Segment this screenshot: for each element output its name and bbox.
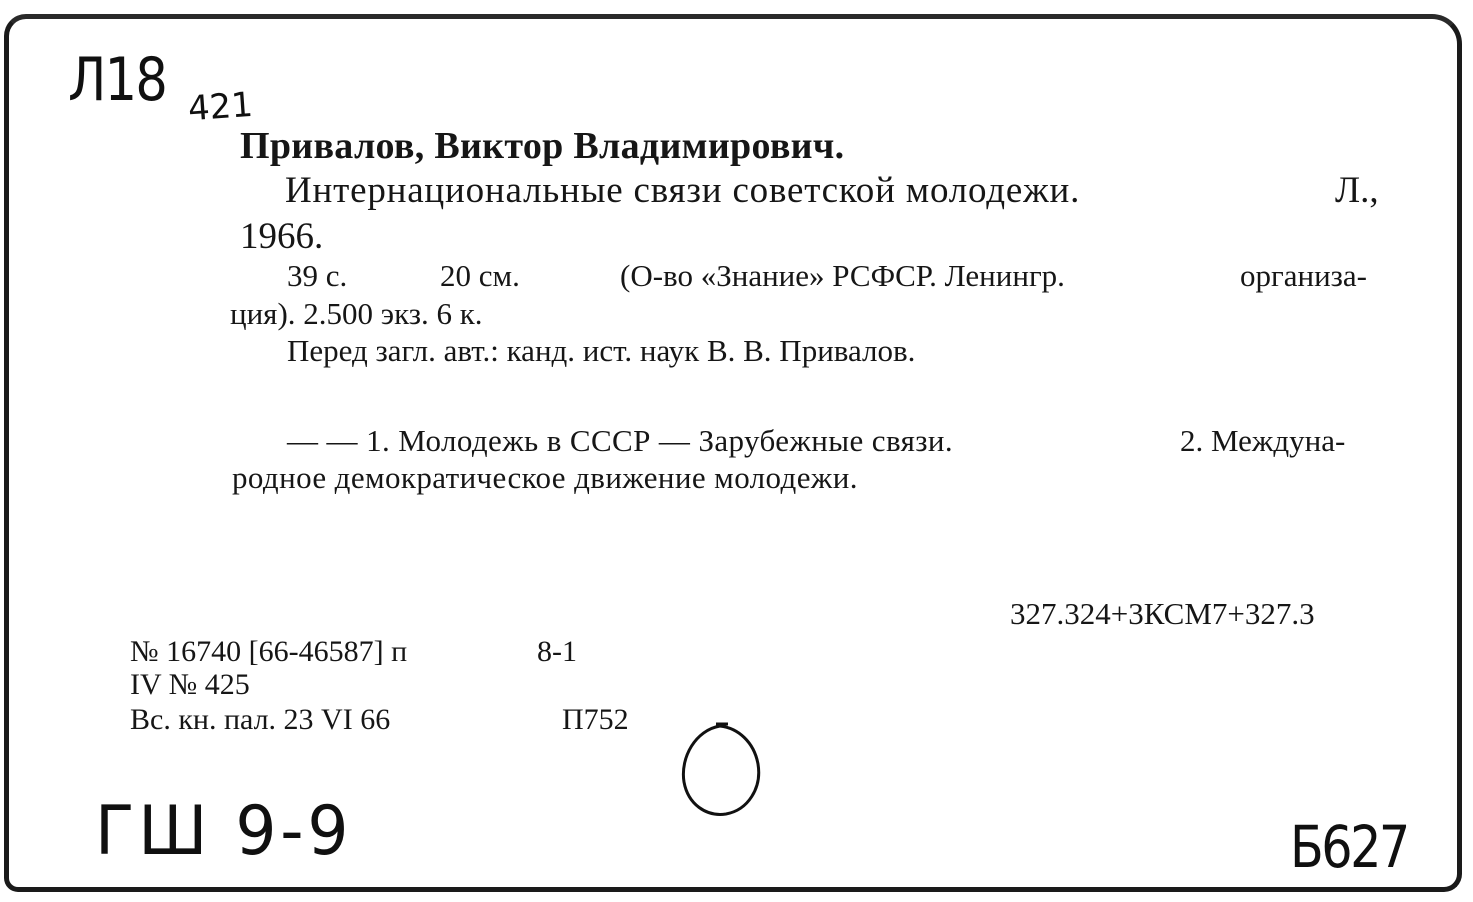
record-number: № 16740 [66-46587] п xyxy=(130,635,408,668)
record-chamber-date: Вс. кн. пал. 23 VI 66 xyxy=(130,703,391,736)
publication-year: 1966. xyxy=(240,216,324,257)
classification-index: 327.324+3КСМ7+327.3 xyxy=(1010,596,1315,631)
handwritten-bottom-right: Б627 xyxy=(1290,813,1408,881)
subject-headings-line2: родное демократическое движение молодежи. xyxy=(232,460,858,495)
subject-headings-line1-end: 2. Междуна- xyxy=(1180,423,1346,458)
handwritten-top-note: 421 xyxy=(186,84,255,130)
author-heading: Привалов, Виктор Владимирович. xyxy=(240,125,845,167)
subject-headings-line1: — — 1. Молодежь в СССР — Зарубежные связи. xyxy=(287,423,954,458)
hand-drawn-circle xyxy=(676,722,764,820)
collation-series-end: организа- xyxy=(1240,258,1367,293)
record-code: П752 xyxy=(562,703,629,736)
handwritten-shelf-mark: Л18 xyxy=(68,45,167,115)
record-series-number: IV № 425 xyxy=(130,668,250,701)
collation-series: (О-во «Знание» РСФСР. Ленингр. xyxy=(620,258,1065,293)
collation-pages: 39 с. xyxy=(287,258,348,293)
collation-size: 20 см. xyxy=(440,258,520,293)
handwritten-bottom-left: ГШ 9-9 xyxy=(95,792,353,871)
publication-place: Л., xyxy=(1335,170,1379,211)
author-note: Перед загл. авт.: канд. ист. наук В. В. Привалов. xyxy=(287,333,916,368)
book-title: Интернациональные связи советской молодежи. xyxy=(285,170,1081,211)
record-number-end: 8-1 xyxy=(537,635,577,668)
collation-series-continued: ция). 2.500 экз. 6 к. xyxy=(230,296,483,331)
